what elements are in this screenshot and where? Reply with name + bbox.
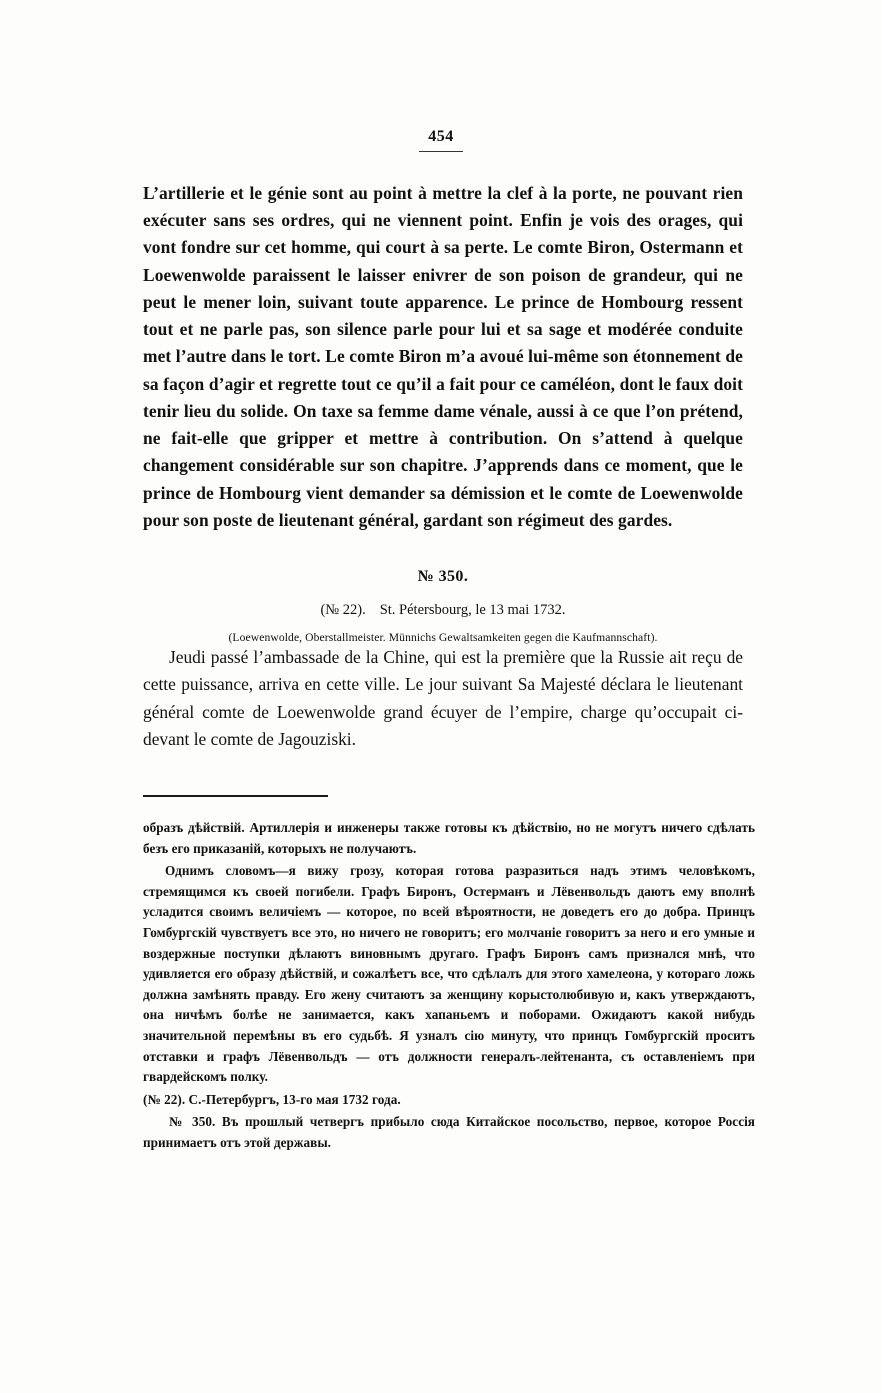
document-description: (Loewenwolde, Oberstallmeister. Münnichs Gewaltsamkeiten gegen die Kaufmannschaft). bbox=[228, 631, 658, 645]
document-sub-number: (№ 22). bbox=[320, 602, 366, 619]
french-paragraph-1: L’artillerie et le génie sont au point à mettre la clef à la porte, ne pouvant rien exécuter sans ses ordres, qui ne viennent point. Enfin je vois des orages, qui vont fondre sur cet homme, qui court à sa perte. Le comte Biron, Ostermann et Loewenwolde paraissent le laisser enivrer de son poison de grandeur, qui ne peut le mener loin, suivant toute apparence. Le prince de Hombourg ressent tout et ne parle pas, son silence parle pour lui et sa sage et modérée conduite met l’autre dans le tort. Le comte Biron m’a avoué lui-même son étonnement de sa façon d’agir et regrette tout ce qu’il a fait pour ce caméléon, dont le faux doit tenir lieu du solide. On taxe sa femme dame vénale, aussi à ce que l’on prétend, ne fait-elle que gripper et mettre à contribution. On s’attend à quelque changement considérable sur son chapitre. J’apprends dans ce moment, que le prince de Hombourg vient demander sa démission et le comte de Loewenwolde pour son poste de lieutenant général, gardant son régimeut des gardes. bbox=[143, 183, 743, 530]
russian-note-3: № 350. Въ прошлый четвергъ прибыло сюда Китайское посольство, первое, которое Россія принимаетъ отъ этой державы. bbox=[143, 1114, 755, 1150]
document-subheading bbox=[143, 602, 743, 619]
document-place-date: St. Pétersbourg, le 13 mai 1732. bbox=[379, 602, 566, 619]
main-text-column bbox=[143, 180, 743, 753]
page-number: 454 bbox=[428, 128, 454, 145]
french-paragraph-2: Jeudi passé l’ambassade de la Chine, qui est la première que la Russie ait reçu de cette puissance, arriva en cette ville. Le jour suivant Sa Majesté déclara le lieutenant général comte de Loewenwolde grand écuyer de l’empire, charge qu’occupait ci-devant le comte de Jagouziski. bbox=[143, 647, 743, 749]
russian-notes-column bbox=[143, 818, 755, 1154]
russian-note-datum: (№ 22). С.-Петербургъ, 13-го мая 1732 года. bbox=[143, 1091, 401, 1107]
russian-note-1: образъ дѣйствій. Артиллерія и инженеры также готовы къ дѣйствію, но не могутъ ничего сдѣлать безъ его приказаній, которыхъ не получаютъ. bbox=[143, 820, 755, 856]
russian-note-2: Однимъ словомъ—я вижу грозу, которая готова разразиться надъ этимъ человѣкомъ, стремящимся къ своей погибели. Графъ Биронъ, Остерманъ и Лёвенвольдъ даютъ ему вполнѣ усладится своимъ величіемъ — которое, по всей вѣроятности, не доведетъ его до добра. Принцъ Гомбургскій чувствуетъ все это, но ничего не говоритъ; его молчаніе говоритъ за него и его умные и воздержные поступки дѣлаютъ виновнымъ другаго. Графъ Биронъ самъ признался мнѣ, что удивляется его образу дѣйствій, и сожалѣетъ все, что сдѣлалъ для этого хамелеона, у котораго ложь должна замѣнять правду. Его жену считаютъ за женщину корыстолюбивую и, какъ утверждаютъ, она ничѣмъ болѣе не занимается, какъ хапаньемъ и поборами. Ожидаютъ какой нибудь значительной перемѣны въ его судьбѣ. Я узналъ сію минуту, что принцъ Гомбургскій проситъ отставки и графъ Лёвенвольдъ — отъ должности генералъ-лейтенанта, съ оставленіемъ при гвардейскомъ полку. bbox=[143, 863, 755, 1085]
footnote-separator-rule bbox=[143, 795, 328, 797]
page-number-rule bbox=[419, 151, 463, 152]
document-number-heading: № 350. bbox=[417, 568, 469, 586]
